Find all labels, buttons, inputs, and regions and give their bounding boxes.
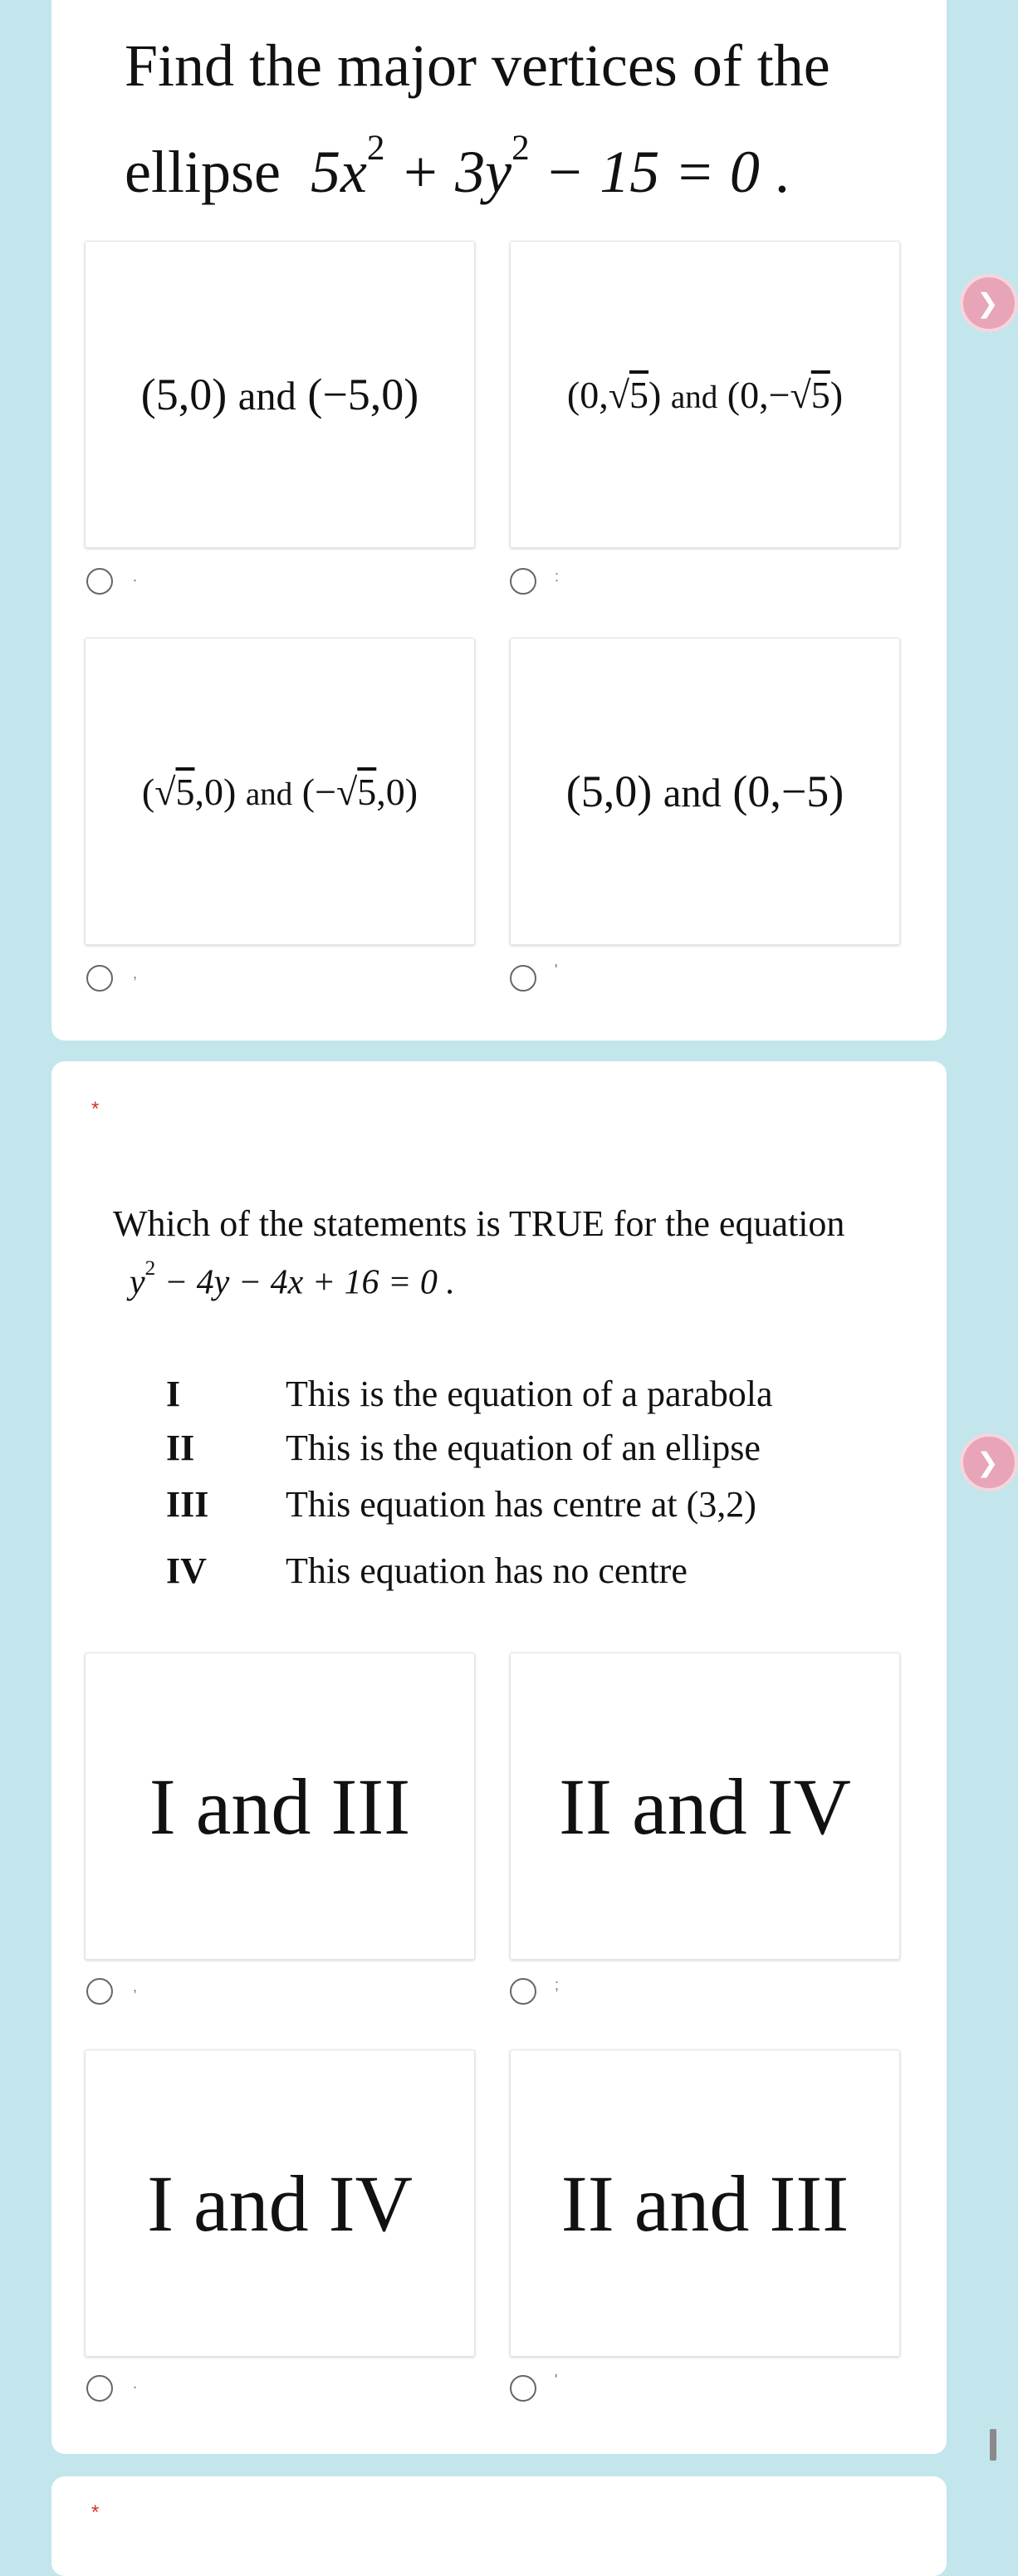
radio-option-1d[interactable] [510, 965, 536, 992]
radio-label-1c: , [133, 965, 138, 982]
side-nav-tab-1[interactable] [960, 274, 1018, 332]
option-image-2c[interactable]: I and IV [85, 2050, 475, 2357]
option-image-1a[interactable]: (5,0) and (−5,0) [85, 241, 475, 548]
question-1-prompt-lead: Find the major vertices of the [125, 32, 830, 99]
radio-option-1a[interactable] [86, 568, 113, 595]
question-1-prompt-word: ellipse [125, 138, 281, 205]
radio-label-1d: ' [555, 962, 558, 978]
statement-row-3: III This equation has centre at (3,2) [166, 1484, 756, 1525]
question-card-3 [51, 2476, 947, 2576]
chevron-right-icon: ❯ [976, 287, 999, 319]
question-card-1 [51, 0, 947, 1041]
option-image-1c[interactable]: (√5,0) and (−√5,0) [85, 638, 475, 945]
statement-row-4: IV This equation has no centre [166, 1550, 688, 1591]
statement-row-2: II This is the equation of an ellipse [166, 1428, 761, 1468]
question-card-2 [51, 1061, 947, 2454]
option-image-2b[interactable]: II and IV [510, 1653, 900, 1960]
radio-label-2a: , [133, 1978, 138, 1995]
question-2-prompt: Which of the statements is TRUE for the equation [113, 1203, 845, 1244]
scrollbar-thumb[interactable] [990, 2429, 996, 2461]
question-2-equation: $y^2 - 4y - 4x + 16 = 0$ . [130, 1257, 455, 1302]
option-image-1b[interactable]: (0,√5) and (0,−√5) [510, 241, 900, 548]
option-image-2d[interactable]: II and III [510, 2050, 900, 2357]
radio-option-1c[interactable] [86, 965, 113, 992]
option-image-2a[interactable]: I and III [85, 1653, 475, 1960]
chevron-right-icon: ❯ [976, 1447, 999, 1478]
question-1-equation: $5x^2 + 3y^2 - 15 = 0$ [310, 129, 760, 205]
question-1-prompt-line2: ellipse $5x^2 + 3y^2 - 15 = 0$ . [125, 129, 790, 205]
required-asterisk: * [91, 1098, 100, 1120]
radio-option-2a[interactable] [86, 1978, 113, 2005]
radio-label-2d: ' [555, 2372, 558, 2388]
required-asterisk-3: * [91, 2501, 100, 2524]
radio-option-1b[interactable] [510, 568, 536, 595]
radio-label-1a: . [133, 568, 138, 585]
side-nav-tab-2[interactable] [960, 1433, 1018, 1491]
statement-row-1: I This is the equation of a parabola [166, 1374, 773, 1414]
radio-label-2c: . [133, 2375, 138, 2392]
radio-label-1b: : [555, 568, 560, 585]
radio-option-2b[interactable] [510, 1978, 536, 2005]
radio-option-2d[interactable] [510, 2375, 536, 2402]
radio-label-2b: ; [555, 1976, 560, 1993]
radio-option-2c[interactable] [86, 2375, 113, 2402]
option-image-1d[interactable]: (5,0) and (0,−5) [510, 638, 900, 945]
